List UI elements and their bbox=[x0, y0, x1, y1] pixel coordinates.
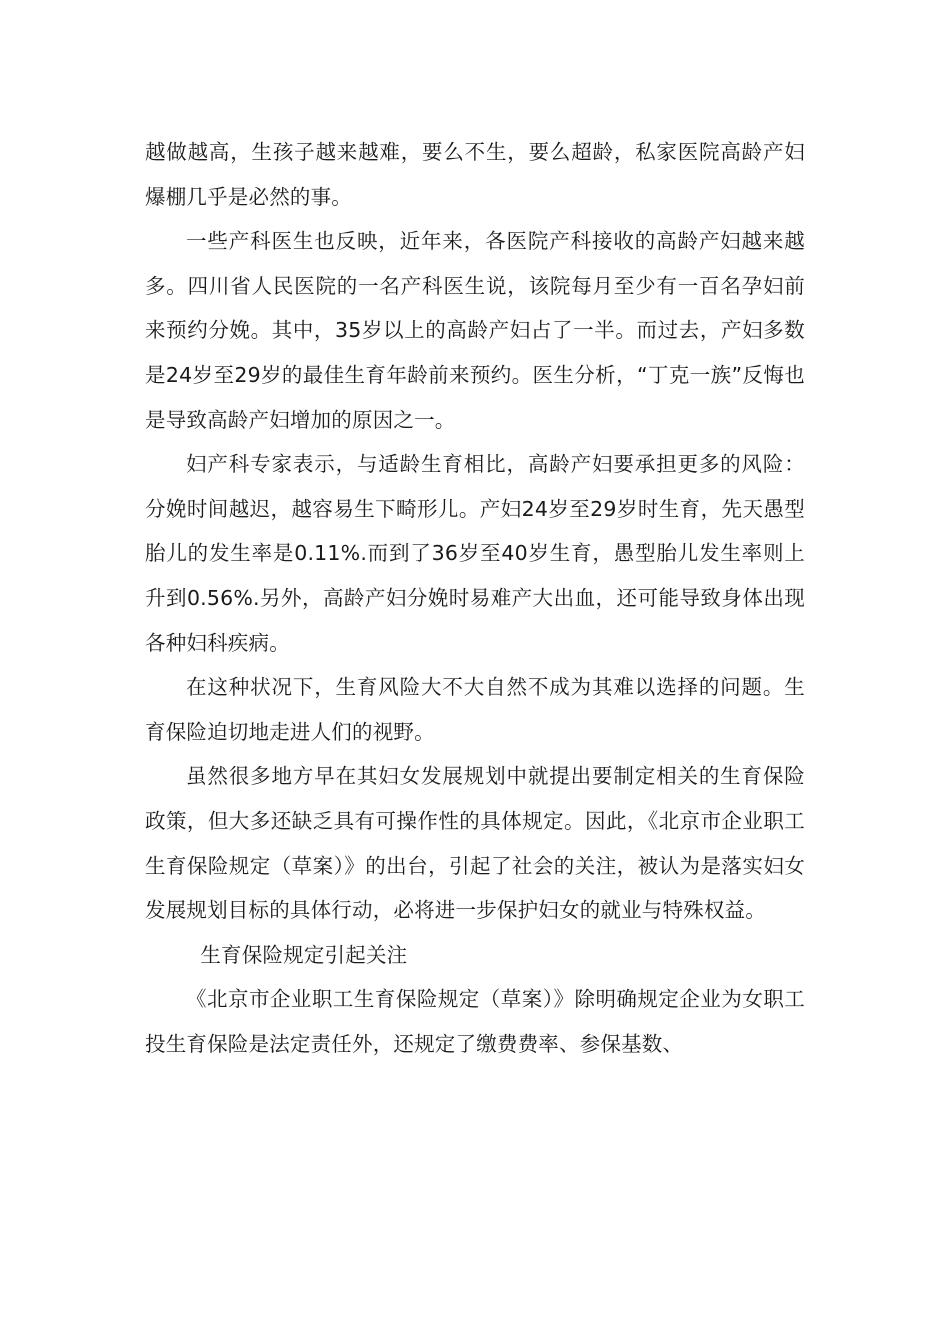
paragraph-expert-risks: 妇产科专家表示，与适龄生育相比，高龄产妇要承担更多的风险：分娩时间越迟，越容易生下畸形儿。产妇24岁至29岁时生育，先天愚型胎儿的发生率是0.11%.而到了36岁至40岁生育，愚型胎儿发生率则上升到0.56%.另外，高龄产妇分娩时易难产大出血，还可能导致身体出现各种妇科疾病。 bbox=[145, 452, 805, 655]
paragraph-regulation-details: 《北京市企业职工生育保险规定（草案）》除明确规定企业为女职工投生育保险是法定责任外，还规定了缴费费率、参保基数、 bbox=[145, 987, 805, 1056]
paragraph-insurance-need: 在这种状况下，生育风险大不大自然不成为其难以选择的问题。生育保险迫切地走进人们的视野。 bbox=[145, 675, 805, 744]
paragraph-continued: 越做越高，生孩子越来越难，要么不生，要么超龄，私家医院高龄产妇爆棚几乎是必然的事。 bbox=[145, 140, 805, 209]
document-body bbox=[145, 130, 805, 1066]
paragraph-elderly-mothers: 一些产科医生也反映，近年来，各医院产科接收的高龄产妇越来越多。四川省人民医院的一名产科医生说，该院每月至少有一百名孕妇前来预约分娩。其中，35岁以上的高龄产妇占了一半。而过去，产妇多数是24岁至29岁的最佳生育年龄前来预约。医生分析，“丁克一族”反悔也是导致高龄产妇增加的原因之一。 bbox=[145, 229, 805, 432]
paragraph-policy-plans: 虽然很多地方早在其妇女发展规划中就提出要制定相关的生育保险政策，但大多还缺乏具有可操作性的具体规定。因此，《北京市企业职工生育保险规定（草案）》的出台，引起了社会的关注，被认为是落实妇女发展规划目标的具体行动，必将进一步保护妇女的就业与特殊权益。 bbox=[145, 764, 805, 923]
section-heading: 生育保险规定引起关注 bbox=[200, 942, 408, 967]
